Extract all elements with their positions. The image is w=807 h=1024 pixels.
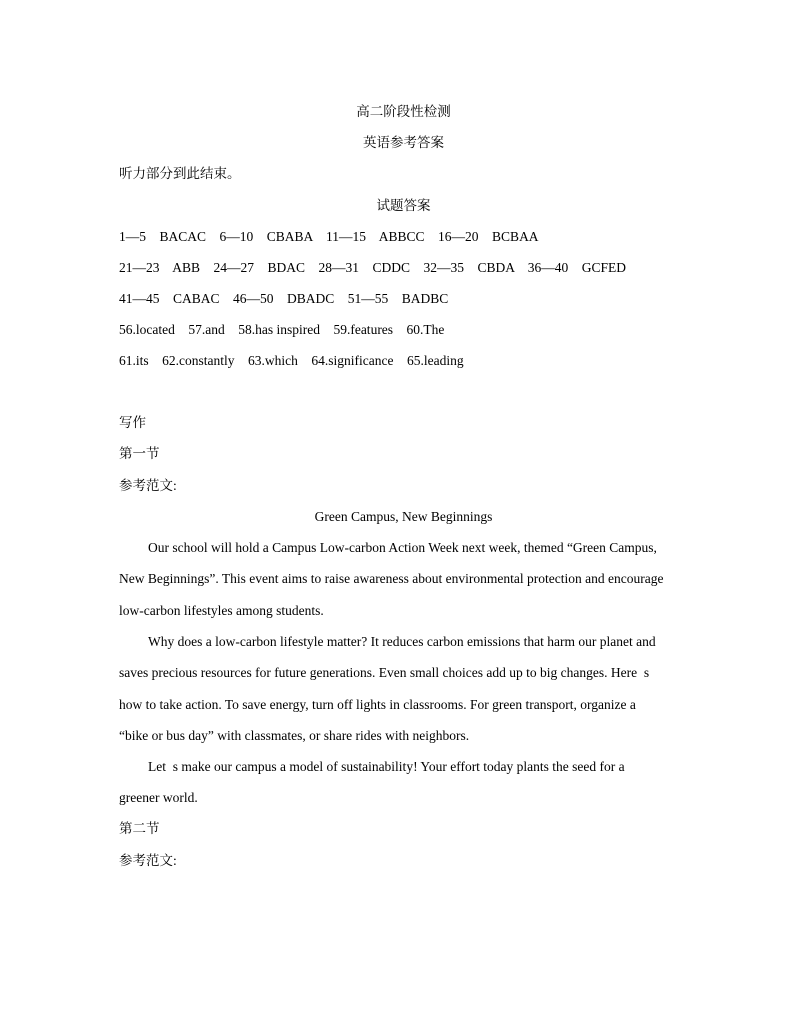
document-subtitle: 英语参考答案 xyxy=(363,135,444,150)
answer-line-1: 1—5 BACAC 6—10 CBABA 11—15 ABBCC 16—20 BCBAA xyxy=(119,229,539,244)
essay-line: Our school will hold a Campus Low-carbon Action Week next week, themed “Green Campus, xyxy=(148,540,657,555)
answer-line-4: 56.located 57.and 58.has inspired 59.features 60.The xyxy=(119,322,445,337)
essay-line: how to take action. To save energy, turn off lights in classrooms. For green transport, organize a xyxy=(119,697,636,712)
answers-heading: 试题答案 xyxy=(376,198,431,213)
essay-line: greener world. xyxy=(119,790,198,805)
listening-note: 听力部分到此结束。 xyxy=(119,166,241,181)
essay-line: Why does a low-carbon lifestyle matter? It reduces carbon emissions that harm our planet and xyxy=(148,634,656,649)
essay-title: Green Campus, New Beginnings xyxy=(314,509,493,524)
sample-1-label: 参考范文: xyxy=(119,478,177,493)
document-title: 高二阶段性检测 xyxy=(356,104,451,119)
sample-2-label: 参考范文: xyxy=(119,853,177,868)
section-2-heading: 第二节 xyxy=(119,821,160,836)
essay-line: low-carbon lifestyles among students. xyxy=(119,603,324,618)
essay-line: Let s make our campus a model of sustainability! Your effort today plants the seed for a xyxy=(148,759,625,774)
answer-line-2: 21—23 ABB 24—27 BDAC 28—31 CDDC 32—35 CBDA 36—40 GCFED xyxy=(119,260,627,275)
essay-line: saves precious resources for future generations. Even small choices add up to big changes. Here s xyxy=(119,665,650,680)
section-1-heading: 第一节 xyxy=(119,446,160,461)
answer-line-3: 41—45 CABAC 46—50 DBADC 51—55 BADBC xyxy=(119,291,449,306)
essay-line: New Beginnings”. This event aims to raise awareness about environmental protection and encourage xyxy=(119,571,664,586)
writing-heading: 写作 xyxy=(119,415,146,430)
essay-line: “bike or bus day” with classmates, or share rides with neighbors. xyxy=(119,728,470,743)
answer-line-5: 61.its 62.constantly 63.which 64.significance 65.leading xyxy=(119,353,464,368)
